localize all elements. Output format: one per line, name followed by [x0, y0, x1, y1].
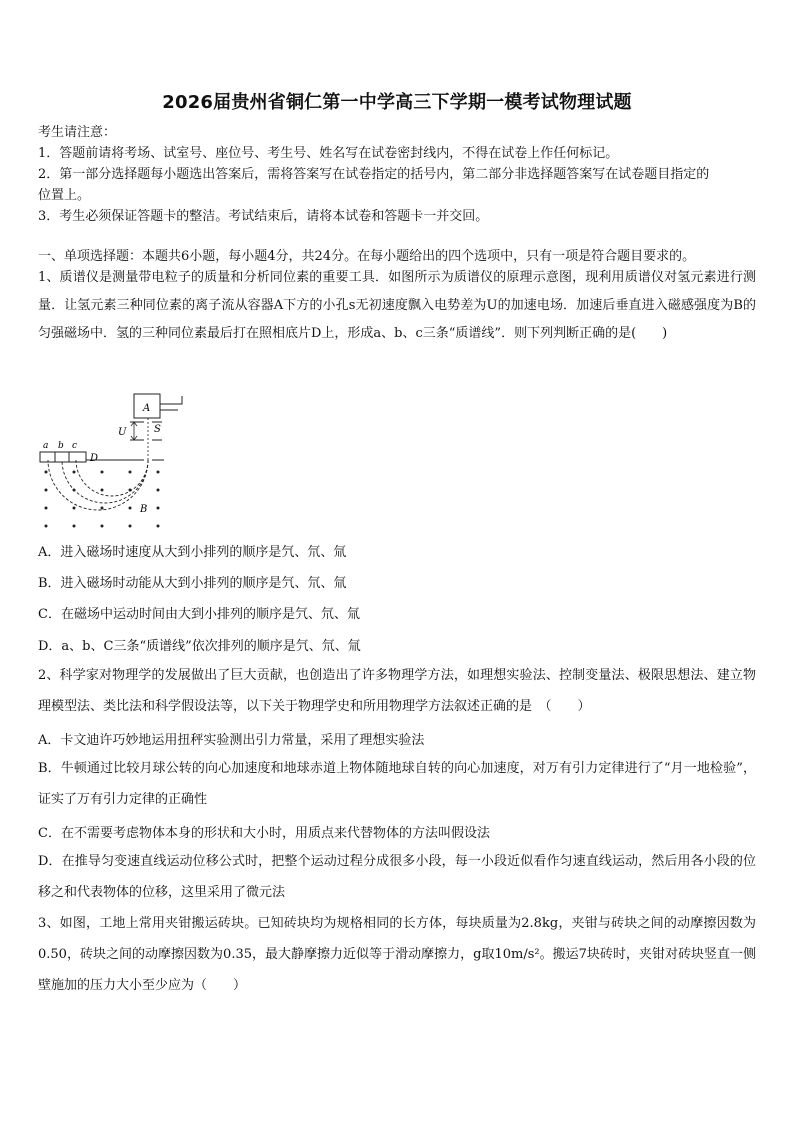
- label-D: D: [90, 453, 99, 464]
- label-b: b: [58, 441, 64, 451]
- question-1-option-b: B．进入磁场时动能从大到小排列的顺序是氕、氘、氚: [38, 576, 347, 591]
- notice-item-3: 3．考生必须保证答题卡的整洁。考试结束后，请将本试卷和答题卡一并交回。: [38, 209, 489, 224]
- section-heading: 一、单项选择题：本题共6小题，每小题4分，共24分。在每小题给出的四个选项中，只有一项是符合题目要求的。: [38, 249, 696, 264]
- notice-heading: 考生请注意：: [38, 125, 117, 140]
- question-2-option-b: B．牛顿通过比较月球公转的向心加速度和地球赤道上物体随地球自转的向心加速度，对万有引力定律进行了“月一地检验”，证实了万有引力定律的正确性: [38, 761, 756, 807]
- label-a: a: [43, 441, 49, 451]
- question-2-stem: 2、科学家对物理学的发展做出了巨大贡献，也创造出了许多物理学方法，如理想实验法、控制变量法、极限思想法、建立物理模型法、类比法和科学假设法等，以下关于物理学史和所用物理学方法叙述正确的是 （ ）: [38, 668, 756, 714]
- question-1-option-c: C．在磁场中运动时间由大到小排列的顺序是氕、氘、氚: [38, 607, 360, 622]
- question-1-option-d: D．a、b、C三条“质谱线”依次排列的顺序是氕、氘、氚: [38, 639, 361, 654]
- question-2-option-c: C．在不需要考虑物体本身的形状和大小时，用质点来代替物体的方法叫假设法: [38, 826, 490, 841]
- question-3-stem: 3、如图，工地上常用夹钳搬运砖块。已知砖块均为规格相同的长方体，每块质量为2.8kg，夹钳与砖块之间的动摩擦因数为0.50，砖块之间的动摩擦因数为0.35，最大静摩擦力近似等于滑动摩擦力，g取10m/s²。搬运7块砖时，夹钳对砖块竖直一侧壁施加的压力大小至少应为（ ）: [38, 916, 756, 993]
- question-2-option-a: A．卡文迪许巧妙地运用扭秤实验测出引力常量，采用了理想实验法: [38, 733, 425, 748]
- notice-item-2: 2．第一部分选择题每小题选出答案后，需将答案写在试卷指定的括号内，第二部分非选择题答案写在试卷题目指定的: [38, 167, 710, 182]
- label-U: U: [118, 427, 127, 438]
- mass-spectrometer-figure: [36, 392, 186, 530]
- label-S: S: [154, 424, 161, 435]
- notice-item-1: 1．答题前请将考场、试室号、座位号、考生号、姓名写在试卷密封线内，不得在试卷上作任何标记。: [38, 146, 619, 161]
- label-c: c: [72, 441, 78, 451]
- question-1-stem: 1、质谱仪是测量带电粒子的质量和分析同位素的重要工具．如图所示为质谱仪的原理示意图，现利用质谱仪对氢元素进行测量．让氢元素三种同位素的离子流从容器A下方的小孔s无初速度飘入电势差为U的加速电场．加速后垂直进入磁感强度为B的匀强磁场中．氢的三种同位素最后打在照相底片D上，形成a、b、c三条“质谱线”．则下列判断正确的是( ): [38, 270, 756, 341]
- question-2-option-d: D．在推导匀变速直线运动位移公式时，把整个运动过程分成很多小段，每一小段近似看作匀速直线运动，然后用各小段的位移之和代表物体的位移，这里采用了微元法: [38, 854, 756, 900]
- label-B: B: [140, 504, 148, 515]
- question-1-option-a: A．进入磁场时速度从大到小排列的顺序是氕、氘、氚: [38, 545, 347, 560]
- label-A: A: [143, 403, 151, 414]
- notice-item-2-continued: 位置上。: [38, 188, 91, 203]
- page-title: 2026届贵州省铜仁第一中学高三下学期一模考试物理试题: [162, 92, 632, 113]
